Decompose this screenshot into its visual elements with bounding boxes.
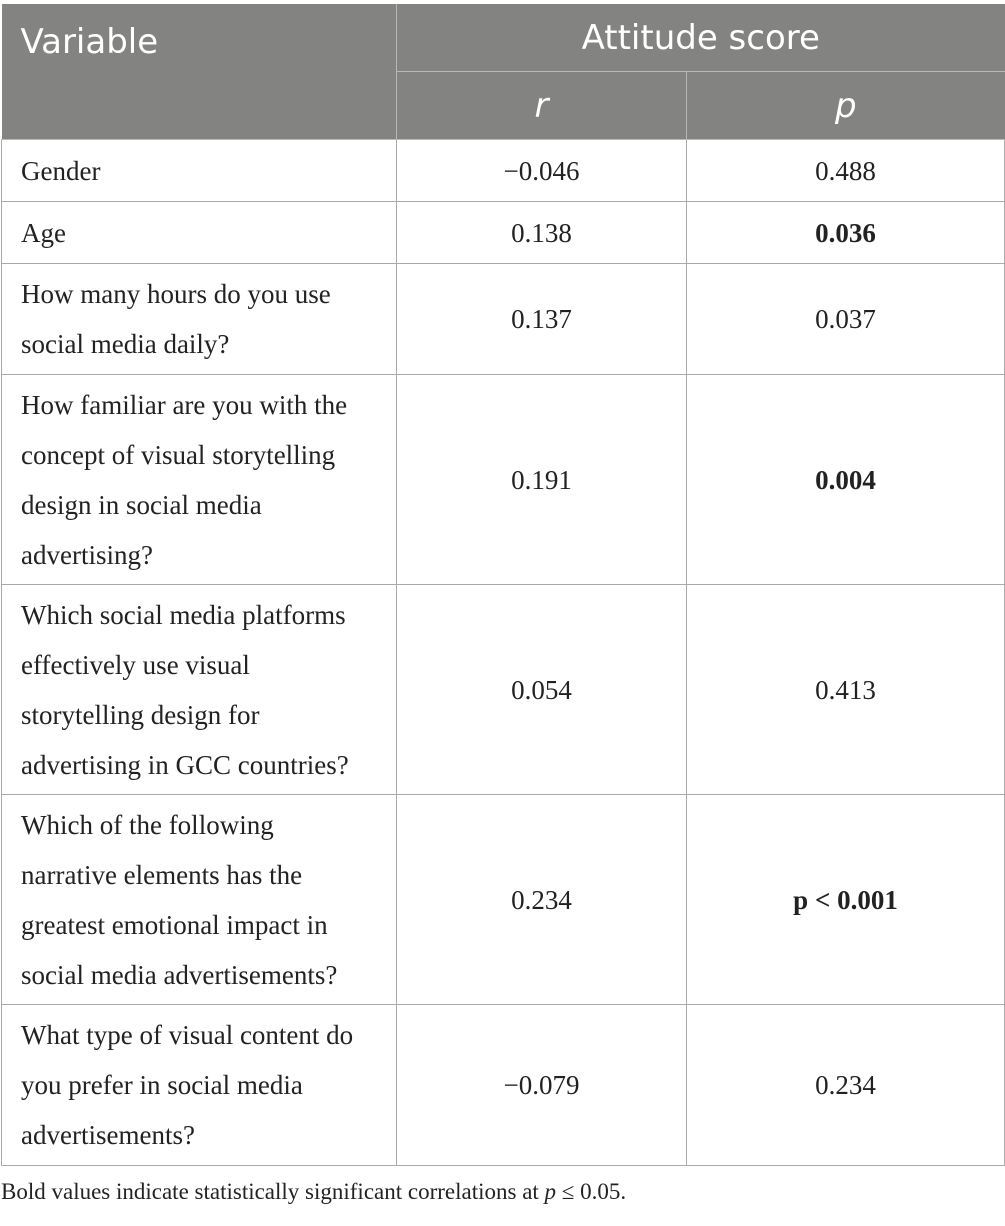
row-variable: Age (2, 202, 397, 264)
footnote-threshold: ≤ 0.05. (556, 1179, 627, 1204)
row-p-value: 0.037 (687, 264, 1005, 375)
footnote-p-symbol: p (544, 1179, 557, 1204)
row-r-value: 0.137 (397, 264, 687, 375)
header-variable: Variable (2, 4, 397, 140)
row-p-value: 0.004 (687, 375, 1005, 585)
row-r-value: −0.079 (397, 1005, 687, 1166)
row-variable: Which social media platforms effectively use visual storytelling design for advertising in GCC countries? (2, 585, 397, 795)
row-r-value: 0.138 (397, 202, 687, 264)
row-variable: How familiar are you with the concept of visual storytelling design in social media advertising? (2, 375, 397, 585)
row-r-value: −0.046 (397, 140, 687, 202)
header-p: p (687, 72, 1005, 140)
row-p-value: 0.234 (687, 1005, 1005, 1166)
table-row (2, 140, 1005, 202)
row-variable: Gender (2, 140, 397, 202)
row-variable: How many hours do you use social media daily? (2, 264, 397, 375)
row-p-value: p < 0.001 (687, 795, 1005, 1005)
table-row (2, 795, 1005, 1005)
row-r-value: 0.191 (397, 375, 687, 585)
table-footnote (1, 1179, 626, 1205)
table-row (2, 264, 1005, 375)
correlation-table (1, 4, 1005, 1166)
table-row (2, 1005, 1005, 1166)
row-p-value: 0.036 (687, 202, 1005, 264)
table-row (2, 202, 1005, 264)
row-variable: What type of visual content do you prefer in social media advertisements? (2, 1005, 397, 1166)
table-row (2, 375, 1005, 585)
header-r: r (397, 72, 687, 140)
header-attitude-score: Attitude score (397, 4, 1005, 72)
table-header (2, 4, 1005, 140)
table-row (2, 585, 1005, 795)
footnote-text: Bold values indicate statistically significant correlations at (1, 1179, 545, 1204)
row-p-value: 0.413 (687, 585, 1005, 795)
row-r-value: 0.054 (397, 585, 687, 795)
row-r-value: 0.234 (397, 795, 687, 1005)
row-variable: Which of the following narrative elements has the greatest emotional impact in social media advertisements? (2, 795, 397, 1005)
row-p-value: 0.488 (687, 140, 1005, 202)
